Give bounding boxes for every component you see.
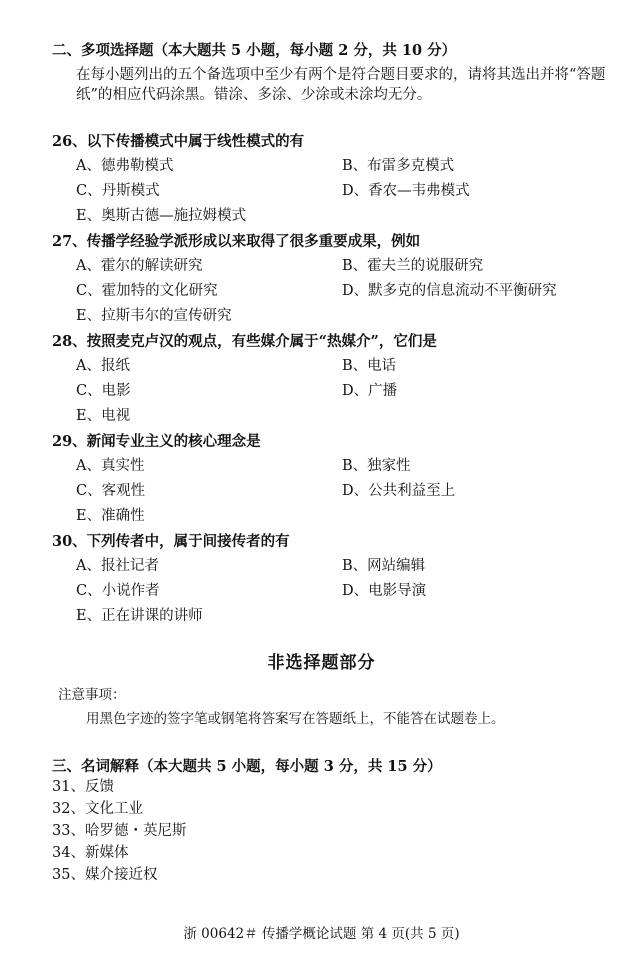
question-29-option-b: B、独家性 bbox=[342, 458, 411, 474]
question-30-option-e: E、正在讲课的讲师 bbox=[76, 608, 203, 624]
question-26-option-e: E、奥斯古德—施拉姆模式 bbox=[76, 208, 247, 224]
term-33: 33、哈罗德・英尼斯 bbox=[52, 823, 187, 839]
question-26-option-c: C、丹斯模式 bbox=[76, 183, 160, 199]
section2-instructions-1: 在每小题列出的五个备选项中至少有两个是符合题目要求的，请将其选出并将“答题 bbox=[76, 67, 606, 83]
notice-text: 用黑色字迹的签字笔或钢笔将答案写在答题纸上，不能答在试题卷上。 bbox=[86, 711, 505, 727]
question-30-stem: 30、下列传者中，属于间接传者的有 bbox=[52, 533, 290, 550]
section2-heading: 二、多项选择题（本大题共 5 小题，每小题 2 分，共 10 分） bbox=[52, 42, 457, 59]
question-30-option-a: A、报社记者 bbox=[76, 558, 159, 574]
term-34: 34、新媒体 bbox=[52, 845, 129, 861]
notice-label: 注意事项： bbox=[58, 687, 126, 703]
question-27-option-c: C、霍加特的文化研究 bbox=[76, 283, 218, 299]
question-30-option-d: D、电影导演 bbox=[342, 583, 427, 599]
question-26-option-d: D、香农—韦弗模式 bbox=[342, 183, 470, 199]
question-30-option-c: C、小说作者 bbox=[76, 583, 160, 599]
question-27-stem: 27、传播学经验学派形成以来取得了很多重要成果，例如 bbox=[52, 233, 421, 250]
question-29-option-a: A、真实性 bbox=[76, 458, 145, 474]
section2-instructions-2: 纸”的相应代码涂黑。错涂、多涂、少涂或未涂均无分。 bbox=[76, 87, 432, 103]
question-28-option-c: C、电影 bbox=[76, 383, 131, 399]
question-27-option-b: B、霍夫兰的说服研究 bbox=[342, 258, 484, 274]
term-35: 35、媒介接近权 bbox=[52, 867, 158, 883]
question-29-stem: 29、新闻专业主义的核心理念是 bbox=[52, 433, 261, 450]
question-28-stem: 28、按照麦克卢汉的观点，有些媒介属于“热媒介”，它们是 bbox=[52, 333, 437, 350]
question-29-option-d: D、公共利益至上 bbox=[342, 483, 456, 499]
question-27-option-a: A、霍尔的解读研究 bbox=[76, 258, 203, 274]
term-31: 31、反馈 bbox=[52, 779, 114, 795]
question-30-option-b: B、网站编辑 bbox=[342, 558, 426, 574]
question-26-stem: 26、以下传播模式中属于线性模式的有 bbox=[52, 133, 305, 150]
question-27-option-e: E、拉斯韦尔的宣传研究 bbox=[76, 308, 232, 324]
question-26-option-b: B、布雷多克模式 bbox=[342, 158, 455, 174]
question-28-option-e: E、电视 bbox=[76, 408, 131, 424]
nonchoice-section-title: 非选择题部分 bbox=[267, 653, 376, 673]
section3-heading: 三、名词解释（本大题共 5 小题，每小题 3 分，共 15 分） bbox=[52, 758, 442, 775]
question-28-option-b: B、电话 bbox=[342, 358, 397, 374]
question-29-option-e: E、准确性 bbox=[76, 508, 145, 524]
question-28-option-a: A、报纸 bbox=[76, 358, 130, 374]
question-27-option-d: D、默多克的信息流动不平衡研究 bbox=[342, 283, 557, 299]
question-26-option-a: A、德弗勒模式 bbox=[76, 158, 174, 174]
question-29-option-c: C、客观性 bbox=[76, 483, 146, 499]
term-32: 32、文化工业 bbox=[52, 801, 143, 817]
page-footer: 浙 00642＃ 传播学概论试题 第 4 页(共 5 页) bbox=[183, 926, 460, 942]
question-28-option-d: D、广播 bbox=[342, 383, 398, 399]
